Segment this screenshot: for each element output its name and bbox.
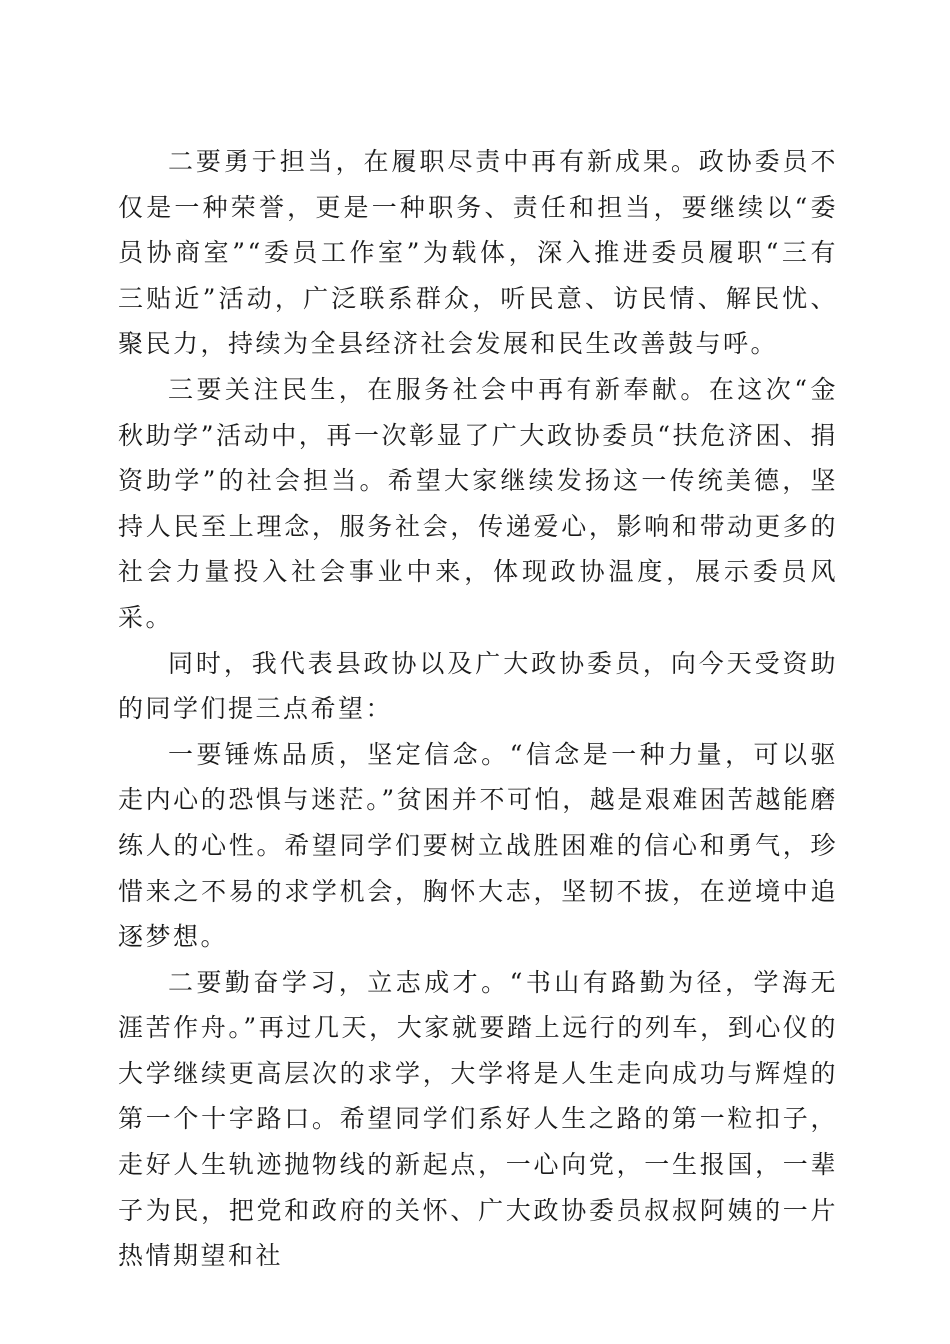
paragraph-responsibility: 二要勇于担当，在履职尽责中再有新成果。政协委员不仅是一种荣誉，更是一种职务、责任和担当，要继续以“委员协商室”“委员工作室”为载体，深入推进委员履职“三有三贴近”活动，广泛联系群众，听民意、访民情、解民忧、聚民力，持续为全县经济社会发展和民生改善鼓与呼。	[118, 147, 838, 359]
paragraph-livelihood: 三要关注民生，在服务社会中再有新奉献。在这次“金秋助学”活动中，再一次彰显了广大政协委员“扶危济困、捐资助学”的社会担当。希望大家继续发扬这一传统美德，坚持人民至上理念，服务社会，传递爱心，影响和带动更多的社会力量投入社会事业中来，体现政协温度，展示委员风采。	[118, 374, 838, 632]
document-body	[118, 139, 838, 1279]
paragraph-hopes-intro: 同时，我代表县政协以及广大政协委员，向今天受资助的同学们提三点希望：	[118, 648, 838, 724]
paragraph-study: 二要勤奋学习，立志成才。“书山有路勤为径，学海无涯苦作舟。”再过几天，大家就要踏上远行的列车，到心仪的大学继续更高层次的求学，大学将是人生走向成功与辉煌的第一个十字路口。希望同学们系好人生之路的第一粒扣子，走好人生轨迹抛物线的新起点，一心向党，一生报国，一辈子为民，把党和政府的关怀、广大政协委员叔叔阿姨的一片热情期望和社	[118, 967, 838, 1271]
paragraph-conviction: 一要锤炼品质，坚定信念。“信念是一种力量，可以驱走内心的恐惧与迷茫。”贫困并不可怕，越是艰难困苦越能磨练人的心性。希望同学们要树立战胜困难的信心和勇气，珍惜来之不易的求学机会，胸怀大志，坚韧不拔，在逆境中追逐梦想。	[118, 739, 838, 952]
